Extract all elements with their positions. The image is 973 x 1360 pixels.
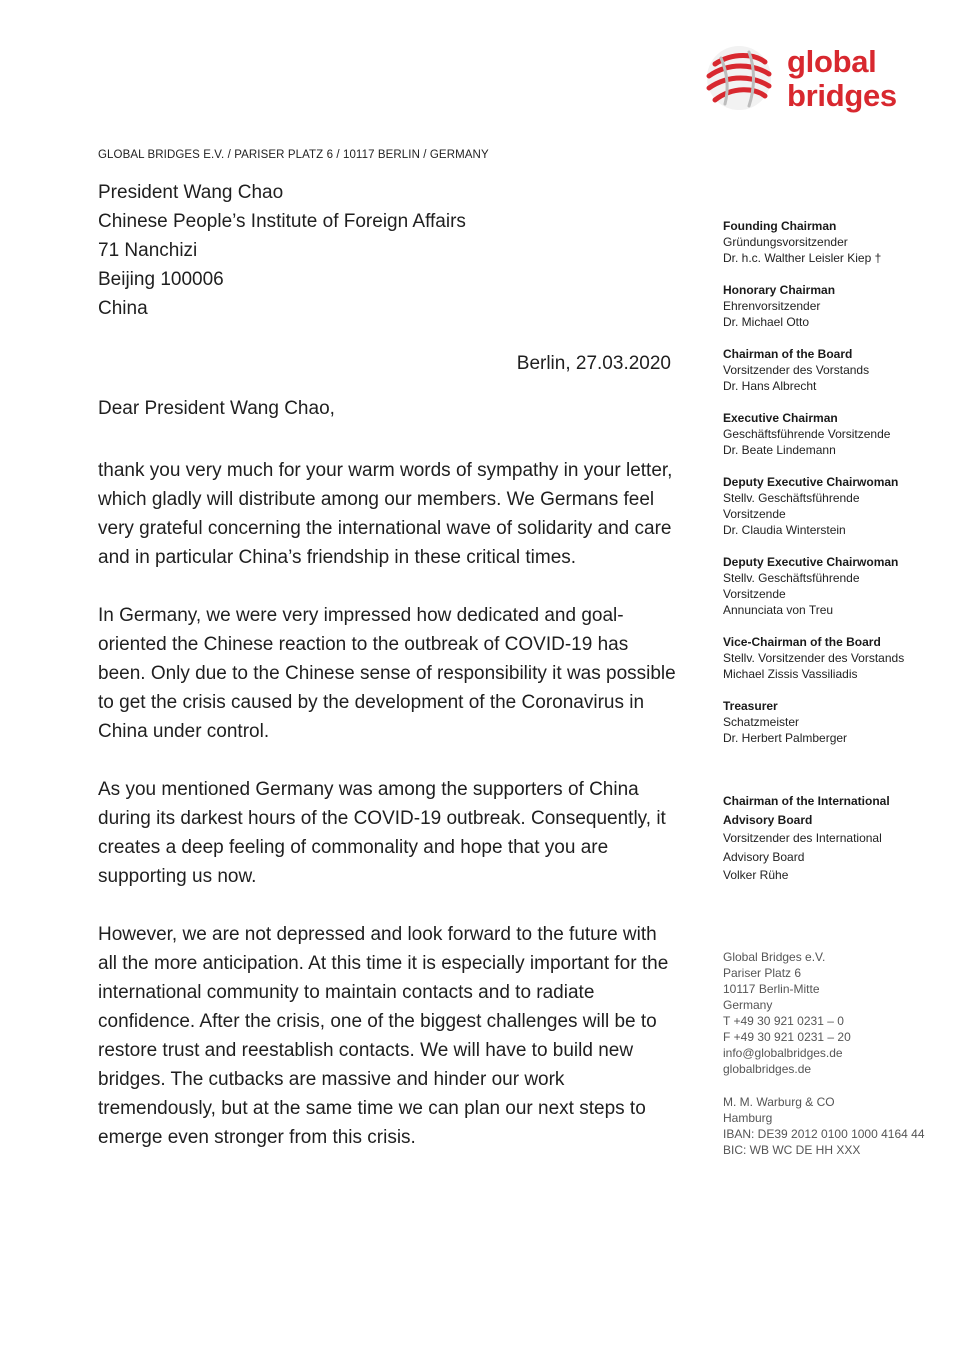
bank-details: [723, 1094, 925, 1158]
board-entry-chairman-of-board: [723, 346, 953, 394]
board-sidebar: [723, 218, 953, 901]
board-role: Founding Chairman: [723, 219, 837, 233]
letter-date: Berlin, 27.03.2020: [516, 353, 671, 374]
board-member-name: Dr. Michael Otto: [723, 315, 810, 329]
recipient-organization: Chinese People’s Institute of Foreign Affairs: [98, 211, 466, 232]
contact-fax: F +49 30 921 0231 – 20: [723, 1030, 851, 1044]
board-role-german: Schatzmeister: [723, 715, 800, 729]
board-member-name: Michael Zissis Vassiliadis: [723, 667, 858, 681]
board-role: Chairman of the International: [723, 794, 890, 808]
board-role-german: Gründungsvorsitzender: [723, 235, 848, 249]
recipient-country: China: [98, 298, 148, 319]
board-member-name: Annunciata von Treu: [723, 603, 834, 617]
bank-bic: BIC: WB WC DE HH XXX: [723, 1143, 861, 1157]
board-role-german: Advisory Board: [723, 849, 805, 864]
letter-body: [98, 456, 678, 1181]
recipient-name: President Wang Chao: [98, 182, 284, 203]
contact-block: [723, 949, 851, 1077]
board-role: Honorary Chairman: [723, 283, 836, 297]
board-role-german: Geschäftsführende Vorsitzende: [723, 427, 891, 441]
recipient-city: Beijing 100006: [98, 269, 224, 290]
contact-phone: T +49 30 921 0231 – 0: [723, 1014, 844, 1028]
board-member-name: Dr. Hans Albrecht: [723, 379, 817, 393]
board-role-german: Vorsitzende: [723, 507, 786, 521]
board-role: Deputy Executive Chairwoman: [723, 555, 899, 569]
board-role: Executive Chairman: [723, 411, 838, 425]
board-entry-treasurer: [723, 698, 953, 746]
board-entry-founding-chairman: [723, 218, 953, 266]
board-entry-executive-chairman: [723, 410, 953, 458]
recipient-street: 71 Nanchizi: [98, 240, 198, 261]
logo-wordmark: [787, 45, 897, 113]
board-role-german: Vorsitzende: [723, 587, 786, 601]
board-entry-international-advisory: [723, 792, 953, 885]
contact-email: info@globalbridges.de: [723, 1046, 843, 1060]
board-role-german: Stellv. Geschäftsführende: [723, 571, 860, 585]
globe-icon: [703, 42, 775, 114]
board-role: Chairman of the Board: [723, 347, 853, 361]
body-paragraph: In Germany, we were very impressed how dedicated and goal-oriented the Chinese reaction to the outbreak of COVID-19 has been. Only due to the Chinese sense of responsibility it was possible to get the crisis caused by the development of the Coronavirus in China under control.: [98, 605, 676, 742]
sender-address-line: GLOBAL BRIDGES E.V. / PARISER PLATZ 6 / 10117 BERLIN / GERMANY: [98, 149, 489, 161]
bank-city: Hamburg: [723, 1111, 773, 1125]
logo-word-bridges: bridges: [787, 78, 897, 113]
body-paragraph: thank you very much for your warm words of sympathy in your letter, which gladly will distribute among our members. We Germans feel very grateful concerning the international wave of solidarity and care and in particular China’s friendship in these critical times.: [98, 460, 673, 568]
board-role-german: Ehrenvorsitzender: [723, 299, 821, 313]
board-entry-vice-chairman: [723, 634, 953, 682]
contact-country: Germany: [723, 998, 773, 1012]
board-role-german: Stellv. Geschäftsführende: [723, 491, 860, 505]
body-paragraph: As you mentioned Germany was among the supporters of China during its darkest hours of the COVID-19 outbreak. Consequently, it creates a deep feeling of commonality and hope that you are supporting us now.: [98, 779, 666, 887]
bank-iban: IBAN: DE39 2012 0100 1000 4164 44: [723, 1127, 925, 1141]
board-member-name: Dr. Beate Lindemann: [723, 443, 836, 457]
contact-city: 10117 Berlin-Mitte: [723, 982, 820, 996]
body-paragraph: However, we are not depressed and look forward to the future with all the more anticipation. At this time it is especially important for the international community to maintain contacts and to radiate confidence. After the crisis, one of the biggest challenges will be to restore trust and reestablish contacts. We will have to build new bridges. The cutbacks are massive and hinder our work tremendously, but at the same time we can plan our next steps to emerge even stronger from this crisis.: [98, 924, 669, 1148]
board-member-name: Dr. Claudia Winterstein: [723, 523, 846, 537]
board-role-german: Stellv. Vorsitzender des Vorstands: [723, 651, 905, 665]
board-member-name: Volker Rühe: [723, 868, 789, 882]
contact-website: globalbridges.de: [723, 1062, 812, 1076]
bank-name: M. M. Warburg & CO: [723, 1095, 835, 1109]
board-member-name: Dr. Herbert Palmberger: [723, 731, 848, 745]
global-bridges-logo: [703, 42, 913, 122]
board-entry-deputy-executive-chairwoman: [723, 554, 953, 618]
board-member-name: Dr. h.c. Walther Leisler Kiep †: [723, 251, 882, 265]
board-entry-deputy-executive-chairwoman: [723, 474, 953, 538]
board-role: Advisory Board: [723, 812, 813, 827]
logo-word-global: global: [787, 44, 877, 79]
recipient-address: [98, 178, 466, 323]
board-role-german: Vorsitzender des International: [723, 831, 882, 845]
board-role-german: Vorsitzender des Vorstands: [723, 363, 870, 377]
board-role: Deputy Executive Chairwoman: [723, 475, 899, 489]
board-role: Treasurer: [723, 699, 778, 713]
contact-street: Pariser Platz 6: [723, 966, 802, 980]
board-entry-honorary-chairman: [723, 282, 953, 330]
salutation: Dear President Wang Chao,: [98, 398, 335, 419]
contact-org: Global Bridges e.V.: [723, 950, 826, 964]
board-role: Vice-Chairman of the Board: [723, 635, 881, 649]
